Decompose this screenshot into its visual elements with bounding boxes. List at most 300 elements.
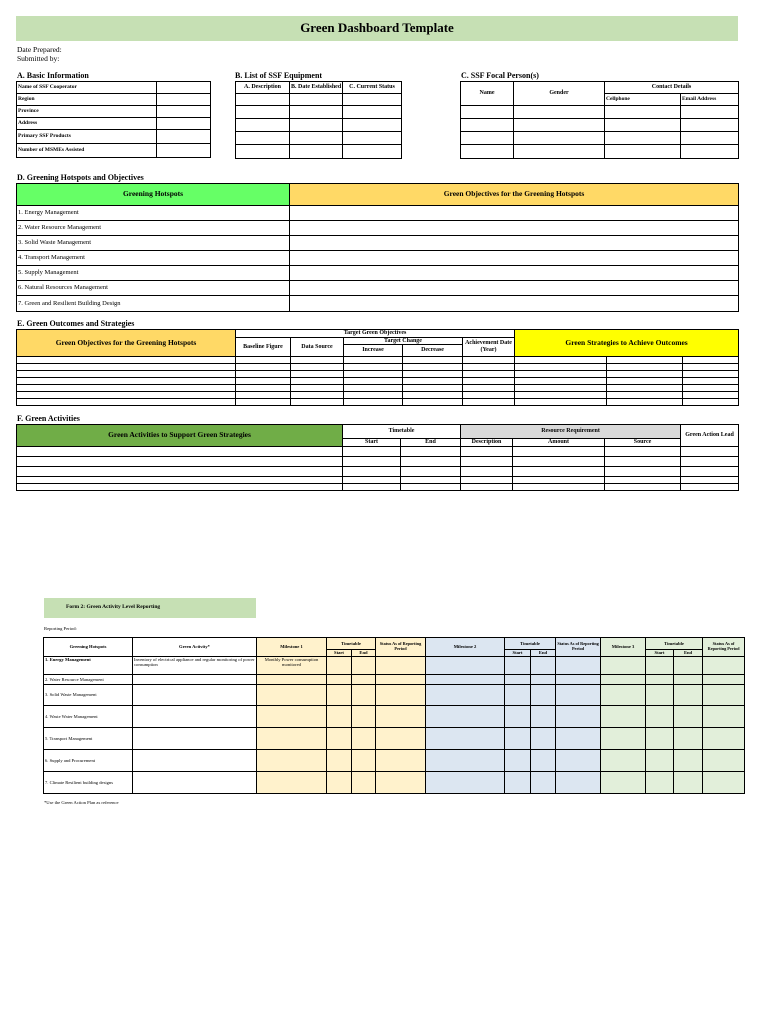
timetable-1-header: Timetable — [327, 638, 376, 650]
form2-cell[interactable] — [646, 685, 674, 706]
form2-cell[interactable] — [674, 675, 703, 685]
focal-cell[interactable] — [514, 106, 605, 119]
baseline-header: Baseline Figure — [236, 337, 291, 357]
status-3-header: Status As of Reporting Period — [703, 638, 745, 657]
start-2-header: Start — [505, 650, 531, 657]
hotspot-item: 7. Green and Resilient Building Design — [17, 296, 290, 312]
form2-cell[interactable] — [646, 675, 674, 685]
outcome-cell[interactable] — [236, 357, 291, 364]
form2-hotspots-header: Greening Hotspots — [44, 638, 133, 657]
form2-cell[interactable] — [556, 706, 601, 728]
outcome-cell[interactable] — [463, 357, 515, 364]
timetable-2-header: Timetable — [505, 638, 556, 650]
outcome-cell[interactable] — [463, 392, 515, 399]
form2-cell[interactable] — [646, 728, 674, 750]
activity-cell[interactable] — [681, 456, 739, 466]
focal-cell[interactable] — [605, 145, 681, 159]
form2-cell[interactable] — [601, 706, 646, 728]
form2-cell[interactable] — [674, 685, 703, 706]
form2-cell[interactable] — [556, 750, 601, 772]
form2-cell[interactable] — [352, 706, 376, 728]
increase-header: Increase — [344, 345, 403, 357]
outcome-cell[interactable] — [607, 371, 683, 378]
form2-cell[interactable] — [505, 750, 531, 772]
form2-cell[interactable] — [426, 728, 505, 750]
outcome-cell[interactable] — [403, 378, 463, 385]
activity-cell[interactable] — [513, 483, 605, 490]
outcome-cell[interactable] — [236, 364, 291, 371]
form2-cell[interactable] — [505, 706, 531, 728]
form2-cell[interactable] — [703, 728, 745, 750]
form2-cell[interactable] — [556, 675, 601, 685]
reporting-period-label: Reporting Period: — [44, 626, 77, 631]
form2-cell[interactable] — [376, 685, 426, 706]
focal-cell[interactable] — [681, 106, 739, 119]
outcome-cell[interactable] — [344, 399, 403, 406]
data-source-header: Data Source — [291, 337, 344, 357]
objective-cell[interactable] — [290, 221, 739, 236]
form2-cell[interactable] — [703, 685, 745, 706]
date-prepared-label: Date Prepared: — [17, 45, 62, 54]
activity-cell[interactable] — [343, 466, 401, 476]
activity-cell[interactable] — [401, 456, 461, 466]
activity-cell[interactable] — [513, 456, 605, 466]
focal-cell[interactable] — [605, 132, 681, 145]
outcome-cell[interactable] — [515, 364, 607, 371]
activity-cell[interactable] — [343, 483, 401, 490]
outcome-cell[interactable] — [291, 357, 344, 364]
form2-cell[interactable] — [352, 750, 376, 772]
hotspot-item: 4. Transport Management — [17, 251, 290, 266]
status-2-header: Status As of Reporting Period — [556, 638, 601, 657]
form2-cell[interactable] — [505, 728, 531, 750]
outcome-cell[interactable] — [236, 385, 291, 392]
target-objectives-header: Target Green Objectives — [236, 330, 515, 338]
outcome-cell[interactable] — [403, 357, 463, 364]
outcome-cell[interactable] — [291, 399, 344, 406]
form2-hotspot: 3. Solid Waste Management — [44, 685, 133, 706]
activity-cell[interactable] — [605, 446, 681, 456]
form2-cell[interactable] — [531, 750, 556, 772]
form2-cell[interactable] — [505, 685, 531, 706]
form2-cell[interactable] — [674, 772, 703, 794]
activity-cell[interactable] — [461, 456, 513, 466]
outcome-cell[interactable] — [17, 385, 236, 392]
form2-cell[interactable] — [426, 675, 505, 685]
form2-cell[interactable] — [531, 657, 556, 675]
outcome-cell[interactable] — [515, 385, 607, 392]
end-2-header: End — [531, 650, 556, 657]
form2-cell[interactable] — [703, 675, 745, 685]
objective-cell[interactable] — [290, 266, 739, 281]
equipment-cell[interactable] — [290, 119, 343, 132]
form2-cell[interactable] — [556, 685, 601, 706]
page-title: Green Dashboard Template — [300, 20, 454, 35]
equipment-col-status: C. Current Status — [343, 82, 402, 94]
equipment-cell[interactable] — [290, 132, 343, 145]
equipment-cell[interactable] — [236, 106, 290, 119]
activity-cell[interactable] — [461, 476, 513, 483]
form2-milestone-1[interactable] — [257, 685, 327, 706]
outcome-cell[interactable] — [236, 378, 291, 385]
form2-cell[interactable] — [426, 750, 505, 772]
outcome-cell[interactable] — [607, 378, 683, 385]
activity-cell[interactable] — [681, 476, 739, 483]
equipment-cell[interactable] — [343, 119, 402, 132]
form2-cell[interactable] — [646, 706, 674, 728]
activity-cell[interactable] — [401, 483, 461, 490]
focal-cell[interactable] — [605, 119, 681, 132]
activity-cell[interactable] — [605, 483, 681, 490]
form2-milestone-1[interactable] — [257, 750, 327, 772]
basic-info-label: Name of SSF Cooperator — [17, 82, 157, 94]
end-3-header: End — [674, 650, 703, 657]
activities-table — [16, 424, 739, 491]
form2-cell[interactable] — [376, 675, 426, 685]
outcome-cell[interactable] — [291, 378, 344, 385]
outcome-cell[interactable] — [463, 399, 515, 406]
focal-cell[interactable] — [514, 145, 605, 159]
form2-cell[interactable] — [376, 772, 426, 794]
form2-cell[interactable] — [352, 675, 376, 685]
activity-cell[interactable] — [681, 466, 739, 476]
form2-cell[interactable] — [426, 657, 505, 675]
focal-col-cellphone: Cellphone — [605, 94, 681, 106]
outcome-cell[interactable] — [403, 371, 463, 378]
outcome-cell[interactable] — [291, 364, 344, 371]
outcome-cell[interactable] — [463, 385, 515, 392]
form2-hotspot: 1. Energy Management — [44, 657, 133, 675]
activity-cell[interactable] — [513, 466, 605, 476]
activity-cell[interactable] — [401, 476, 461, 483]
form2-cell[interactable] — [531, 728, 556, 750]
form2-cell[interactable] — [674, 657, 703, 675]
form2-cell[interactable] — [327, 685, 352, 706]
outcome-cell[interactable] — [683, 364, 739, 371]
form2-milestone-1[interactable] — [257, 772, 327, 794]
form2-cell[interactable] — [531, 706, 556, 728]
outcome-cell[interactable] — [607, 399, 683, 406]
milestone-2-header: Milestone 2 — [426, 638, 505, 657]
amount-header: Amount — [513, 439, 605, 447]
focal-col-contact: Contact Details — [605, 82, 739, 94]
hotspot-item: 1. Energy Management — [17, 206, 290, 221]
outcome-cell[interactable] — [17, 378, 236, 385]
outcome-cell[interactable] — [683, 399, 739, 406]
outcome-cell[interactable] — [236, 392, 291, 399]
activity-cell[interactable] — [17, 466, 343, 476]
equipment-cell[interactable] — [290, 106, 343, 119]
activity-cell[interactable] — [401, 466, 461, 476]
focal-cell[interactable] — [681, 119, 739, 132]
outcome-cell[interactable] — [683, 385, 739, 392]
objective-cell[interactable] — [290, 281, 739, 296]
form2-hotspot: 4. Waste Water Management — [44, 706, 133, 728]
timetable-header: Timetable — [343, 425, 461, 439]
form2-activity[interactable] — [133, 706, 257, 728]
timetable-3-header: Timetable — [646, 638, 703, 650]
section-b-title: B. List of SSF Equipment — [235, 71, 323, 80]
focal-cell[interactable] — [461, 119, 514, 132]
form2-milestone-1[interactable] — [257, 728, 327, 750]
focal-cell[interactable] — [461, 145, 514, 159]
outcome-cell[interactable] — [463, 378, 515, 385]
form2-cell[interactable] — [327, 657, 352, 675]
outcome-cell[interactable] — [683, 392, 739, 399]
form2-cell[interactable] — [426, 772, 505, 794]
outcome-cell[interactable] — [236, 399, 291, 406]
outcome-cell[interactable] — [344, 364, 403, 371]
objective-cell[interactable] — [290, 296, 739, 312]
outcome-cell[interactable] — [344, 378, 403, 385]
form2-cell[interactable] — [703, 706, 745, 728]
form2-footnote: *Use the Green Action Plan as reference — [44, 800, 119, 805]
milestone-1-header: Milestone 1 — [257, 638, 327, 657]
focal-cell[interactable] — [605, 106, 681, 119]
activity-cell[interactable] — [681, 483, 739, 490]
focal-cell[interactable] — [514, 132, 605, 145]
form2-cell[interactable] — [376, 706, 426, 728]
form2-activity[interactable] — [133, 685, 257, 706]
basic-info-value[interactable] — [157, 94, 211, 106]
outcome-cell[interactable] — [17, 364, 236, 371]
equipment-cell[interactable] — [343, 145, 402, 159]
hotspot-item: 5. Supply Management — [17, 266, 290, 281]
equipment-cell[interactable] — [236, 132, 290, 145]
outcome-cell[interactable] — [683, 357, 739, 364]
basic-info-value[interactable] — [157, 106, 211, 118]
end-header: End — [401, 439, 461, 447]
strategies-header: Green Strategies to Achieve Outcomes — [515, 330, 739, 357]
equipment-cell[interactable] — [236, 119, 290, 132]
outcome-cell[interactable] — [403, 399, 463, 406]
form2-milestone-1[interactable]: Monthly Power consumption monitored — [257, 657, 327, 675]
milestone-3-header: Milestone 3 — [601, 638, 646, 657]
end-1-header: End — [352, 650, 376, 657]
form2-cell[interactable] — [376, 750, 426, 772]
form2-cell[interactable] — [601, 675, 646, 685]
form2-cell[interactable] — [646, 750, 674, 772]
form2-cell[interactable] — [703, 750, 745, 772]
form2-cell[interactable] — [531, 685, 556, 706]
objective-cell[interactable] — [290, 236, 739, 251]
outcomes-table — [16, 329, 739, 406]
outcome-cell[interactable] — [463, 364, 515, 371]
basic-info-value[interactable] — [157, 130, 211, 144]
form2-cell[interactable] — [505, 675, 531, 685]
outcome-cell[interactable] — [515, 392, 607, 399]
form2-cell[interactable] — [646, 772, 674, 794]
activity-cell[interactable] — [401, 446, 461, 456]
form2-cell[interactable] — [556, 657, 601, 675]
equipment-cell[interactable] — [343, 132, 402, 145]
outcome-cell[interactable] — [344, 371, 403, 378]
outcome-cell[interactable] — [17, 392, 236, 399]
form2-cell[interactable] — [646, 657, 674, 675]
equipment-cell[interactable] — [290, 94, 343, 106]
form2-cell[interactable] — [505, 772, 531, 794]
source-header: Source — [605, 439, 681, 447]
objectives-header: Green Objectives for the Greening Hotspots — [290, 184, 739, 206]
outcome-cell[interactable] — [515, 399, 607, 406]
form2-cell[interactable] — [601, 772, 646, 794]
form2-cell[interactable] — [531, 772, 556, 794]
form2-cell[interactable] — [601, 657, 646, 675]
activity-cell[interactable] — [681, 446, 739, 456]
focal-person-table — [460, 81, 739, 159]
outcome-cell[interactable] — [291, 371, 344, 378]
activity-cell[interactable] — [513, 446, 605, 456]
activity-cell[interactable] — [605, 456, 681, 466]
focal-cell[interactable] — [681, 145, 739, 159]
form2-cell[interactable] — [601, 685, 646, 706]
focal-col-name: Name — [461, 82, 514, 106]
activity-cell[interactable] — [513, 476, 605, 483]
activities-header: Green Activities to Support Green Strategies — [17, 425, 343, 447]
form2-activity[interactable] — [133, 772, 257, 794]
form2-cell[interactable] — [556, 728, 601, 750]
outcome-cell[interactable] — [17, 399, 236, 406]
activity-cell[interactable] — [461, 446, 513, 456]
section-e-title: E. Green Outcomes and Strategies — [17, 319, 135, 328]
outcome-cell[interactable] — [607, 385, 683, 392]
equipment-col-date: B. Date Established — [290, 82, 343, 94]
activity-cell[interactable] — [461, 483, 513, 490]
activity-cell[interactable] — [17, 483, 343, 490]
form2-milestone-1[interactable] — [257, 706, 327, 728]
form2-activity[interactable] — [133, 750, 257, 772]
outcome-cell[interactable] — [403, 392, 463, 399]
activity-cell[interactable] — [17, 476, 343, 483]
focal-cell[interactable] — [461, 132, 514, 145]
activity-cell[interactable] — [17, 456, 343, 466]
form2-table — [43, 637, 745, 794]
equipment-cell[interactable] — [290, 145, 343, 159]
focal-cell[interactable] — [461, 106, 514, 119]
outcome-cell[interactable] — [607, 364, 683, 371]
focal-col-email: Email Address — [681, 94, 739, 106]
equipment-table — [235, 81, 402, 159]
form2-cell[interactable] — [327, 728, 352, 750]
activity-cell[interactable] — [343, 456, 401, 466]
target-change-header: Target Change — [344, 337, 463, 345]
equipment-cell[interactable] — [343, 106, 402, 119]
hotspot-item: 6. Natural Resources Management — [17, 281, 290, 296]
outcome-cell[interactable] — [683, 378, 739, 385]
form2-milestone-1[interactable] — [257, 675, 327, 685]
form2-cell[interactable] — [556, 772, 601, 794]
objective-cell[interactable] — [290, 251, 739, 266]
outcome-cell[interactable] — [403, 364, 463, 371]
outcome-cell[interactable] — [291, 392, 344, 399]
outcome-cell[interactable] — [344, 392, 403, 399]
basic-info-value[interactable] — [157, 82, 211, 94]
outcome-cell[interactable] — [515, 357, 607, 364]
section-d-title: D. Greening Hotspots and Objectives — [17, 173, 144, 182]
form2-cell[interactable] — [352, 685, 376, 706]
focal-cell[interactable] — [514, 119, 605, 132]
objective-cell[interactable] — [290, 206, 739, 221]
start-header: Start — [343, 439, 401, 447]
form2-cell[interactable] — [674, 728, 703, 750]
form2-hotspot: 7. Climate Resilient building designs — [44, 772, 133, 794]
activity-cell[interactable] — [605, 476, 681, 483]
activity-cell[interactable] — [343, 446, 401, 456]
outcome-cell[interactable] — [344, 357, 403, 364]
basic-info-label: Number of MSMEs Assisted — [17, 144, 157, 158]
form2-cell[interactable] — [703, 772, 745, 794]
form2-cell[interactable] — [703, 657, 745, 675]
form2-cell[interactable] — [426, 685, 505, 706]
equipment-cell[interactable] — [343, 94, 402, 106]
form2-activity[interactable] — [133, 728, 257, 750]
outcome-cell[interactable] — [17, 357, 236, 364]
basic-info-value[interactable] — [157, 144, 211, 158]
form2-cell[interactable] — [376, 657, 426, 675]
form2-title: Form 2: Green Activity Level Reporting — [66, 604, 161, 610]
form2-cell[interactable] — [352, 728, 376, 750]
form2-cell[interactable] — [327, 706, 352, 728]
activity-cell[interactable] — [343, 476, 401, 483]
form2-cell[interactable] — [327, 750, 352, 772]
form2-cell[interactable] — [601, 750, 646, 772]
form2-activity[interactable] — [133, 675, 257, 685]
outcome-cell[interactable] — [607, 357, 683, 364]
form2-cell[interactable] — [426, 706, 505, 728]
form2-cell[interactable] — [674, 706, 703, 728]
equipment-cell[interactable] — [236, 145, 290, 159]
outcome-cell[interactable] — [291, 385, 344, 392]
section-c-title: C. SSF Focal Person(s) — [461, 71, 539, 80]
outcome-cell[interactable] — [236, 371, 291, 378]
start-3-header: Start — [646, 650, 674, 657]
form2-cell[interactable] — [601, 728, 646, 750]
outcome-cell[interactable] — [17, 371, 236, 378]
activity-cell[interactable] — [605, 466, 681, 476]
hotspot-item: 3. Solid Waste Management — [17, 236, 290, 251]
form2-cell[interactable] — [674, 750, 703, 772]
decrease-header: Decrease — [403, 345, 463, 357]
resource-header: Resource Requirement — [461, 425, 681, 439]
outcome-cell[interactable] — [683, 371, 739, 378]
basic-info-table — [16, 81, 211, 158]
form2-cell[interactable] — [352, 657, 376, 675]
form2-cell[interactable] — [376, 728, 426, 750]
outcome-cell[interactable] — [344, 385, 403, 392]
form2-cell[interactable] — [327, 675, 352, 685]
basic-info-value[interactable] — [157, 118, 211, 130]
form2-cell[interactable] — [505, 657, 531, 675]
form2-cell[interactable] — [531, 675, 556, 685]
activity-cell[interactable] — [17, 446, 343, 456]
form2-cell[interactable] — [327, 772, 352, 794]
outcome-cell[interactable] — [607, 392, 683, 399]
equipment-col-description: A. Description — [236, 82, 290, 94]
activity-cell[interactable] — [461, 466, 513, 476]
start-1-header: Start — [327, 650, 352, 657]
form2-activity[interactable]: Inventory of electrical appliance and regular monitoring of power consumption — [133, 657, 257, 675]
basic-info-label: Region — [17, 94, 157, 106]
outcome-cell[interactable] — [515, 371, 607, 378]
form2-cell[interactable] — [352, 772, 376, 794]
outcome-cell[interactable] — [515, 378, 607, 385]
outcome-cell[interactable] — [403, 385, 463, 392]
outcome-cell[interactable] — [463, 371, 515, 378]
hotspots-header: Greening Hotspots — [17, 184, 290, 206]
focal-cell[interactable] — [681, 132, 739, 145]
form2-hotspot: 2. Water Resource Management — [44, 675, 133, 685]
equipment-cell[interactable] — [236, 94, 290, 106]
